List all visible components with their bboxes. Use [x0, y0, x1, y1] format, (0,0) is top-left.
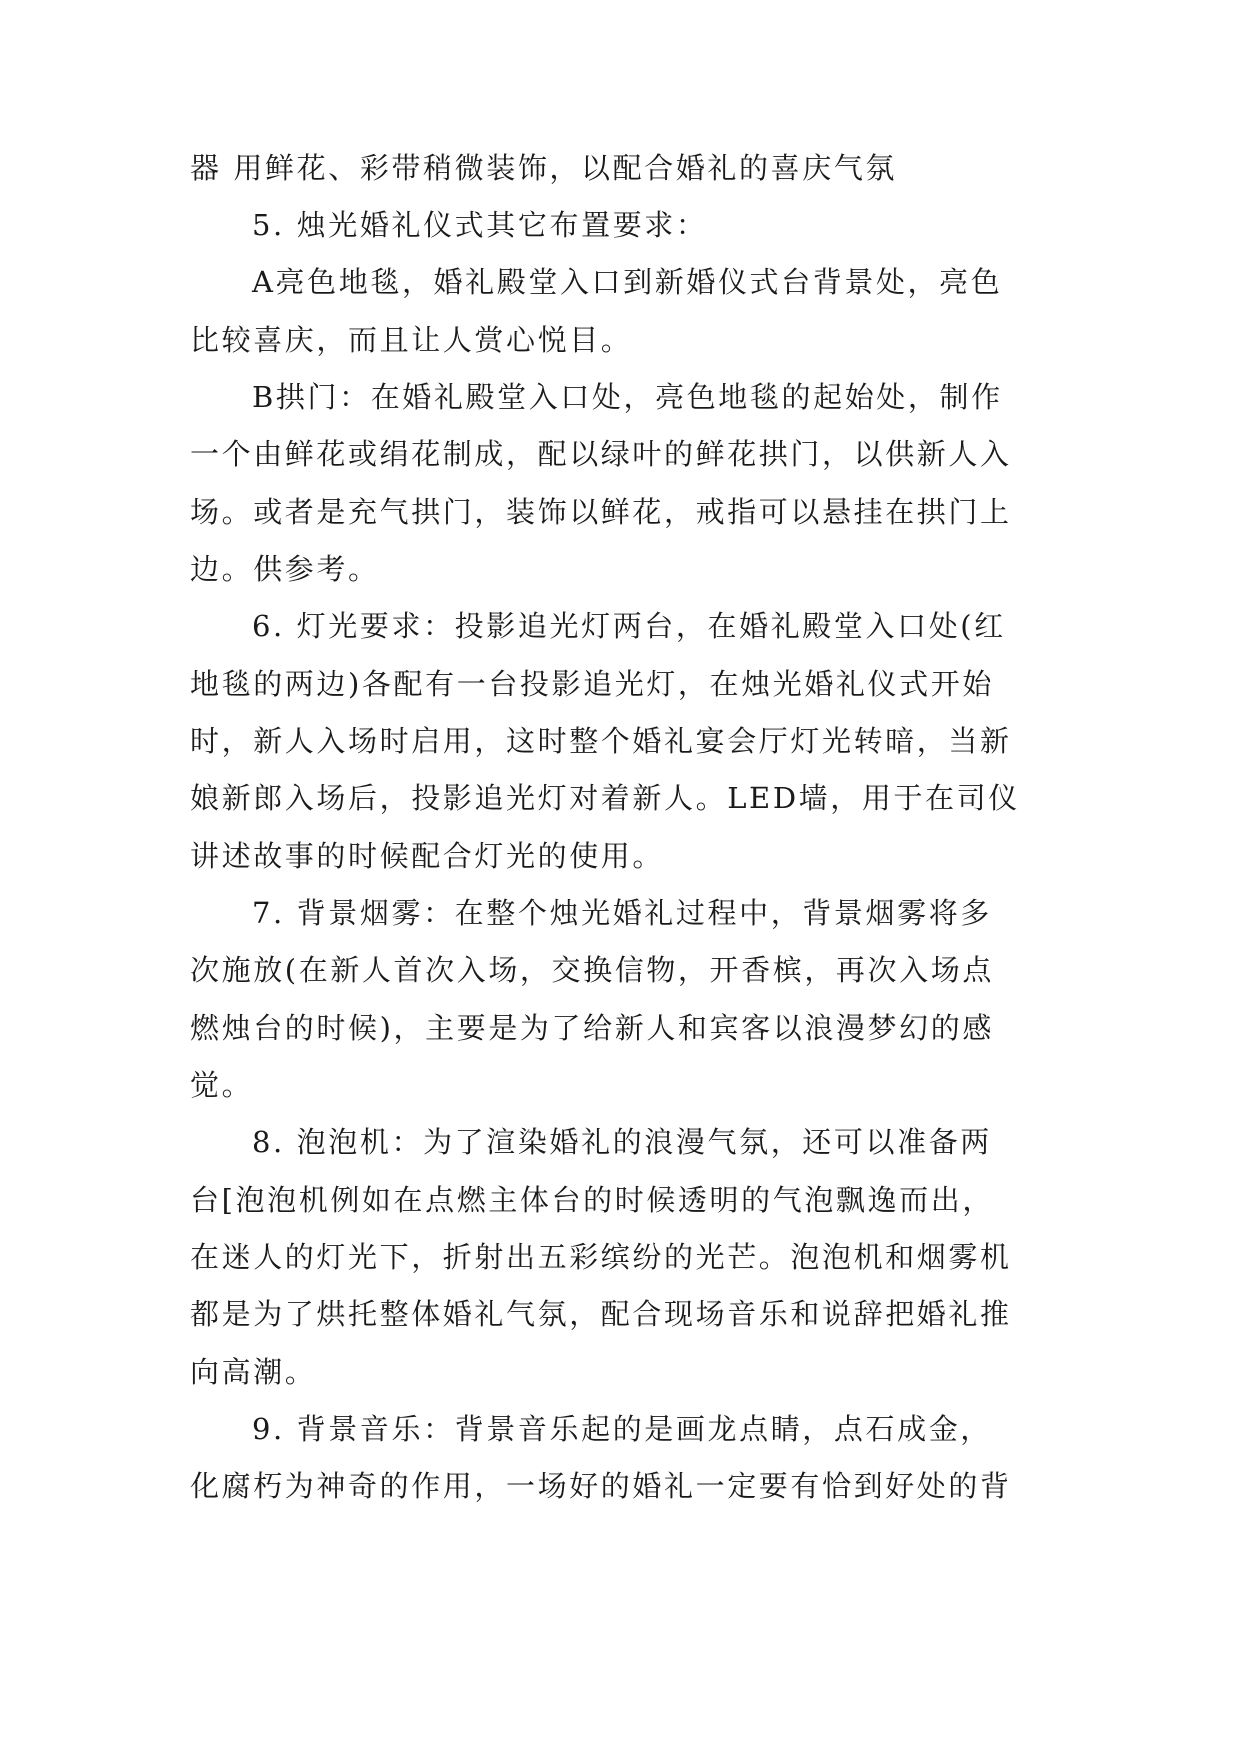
text-line: 场。或者是充气拱门，装饰以鲜花，戒指可以悬挂在拱门上 [190, 495, 1012, 529]
text-line: 8. 泡泡机：为了渲染婚礼的浪漫气氛，还可以准备两 [252, 1125, 992, 1159]
text-line: 6. 灯光要求：投影追光灯两台，在婚礼殿堂入口处(红 [252, 609, 1006, 643]
text-line: 化腐朽为神奇的作用，一场好的婚礼一定要有恰到好处的背 [190, 1469, 1012, 1503]
text-line: 台[泡泡机例如在点燃主体台的时候透明的气泡飘逸而出， [190, 1183, 994, 1217]
text-line: 娘新郎入场后，投影追光灯对着新人。LED墙，用于在司仪 [190, 781, 1020, 815]
text-line: 5. 烛光婚礼仪式其它布置要求： [252, 208, 708, 242]
text-line: A亮色地毯，婚礼殿堂入口到新婚仪式台背景处，亮色 [252, 265, 1003, 299]
text-line: 时，新人入场时启用，这时整个婚礼宴会厅灯光转暗，当新 [190, 724, 1012, 758]
text-line: 讲述故事的时候配合灯光的使用。 [190, 839, 665, 873]
text-line: 次施放(在新人首次入场，交换信物，开香槟，再次入场点 [190, 953, 994, 987]
text-line: 地毯的两边)各配有一台投影追光灯，在烛光婚礼仪式开始 [190, 667, 994, 701]
text-line: 向高潮。 [190, 1355, 317, 1389]
text-line: 9. 背景音乐：背景音乐起的是画龙点睛，点石成金， [252, 1412, 992, 1446]
text-line: 边。供参考。 [190, 552, 380, 586]
text-line: 在迷人的灯光下，折射出五彩缤纷的光芒。泡泡机和烟雾机 [190, 1240, 1012, 1274]
text-line: 器 用鲜花、彩带稍微装饰，以配合婚礼的喜庆气氛 [190, 151, 898, 185]
text-line: 7. 背景烟雾：在整个烛光婚礼过程中，背景烟雾将多 [252, 896, 992, 930]
text-line: 一个由鲜花或绢花制成，配以绿叶的鲜花拱门，以供新人入 [190, 437, 1012, 471]
text-line: 比较喜庆，而且让人赏心悦目。 [190, 323, 633, 357]
text-line: 都是为了烘托整体婚礼气氛，配合现场音乐和说辞把婚礼推 [190, 1297, 1012, 1331]
text-line: B拱门：在婚礼殿堂入口处，亮色地毯的起始处，制作 [252, 380, 1003, 414]
text-line: 燃烛台的时候)，主要是为了给新人和宾客以浪漫梦幻的感 [190, 1011, 994, 1045]
text-line: 觉。 [190, 1068, 254, 1102]
